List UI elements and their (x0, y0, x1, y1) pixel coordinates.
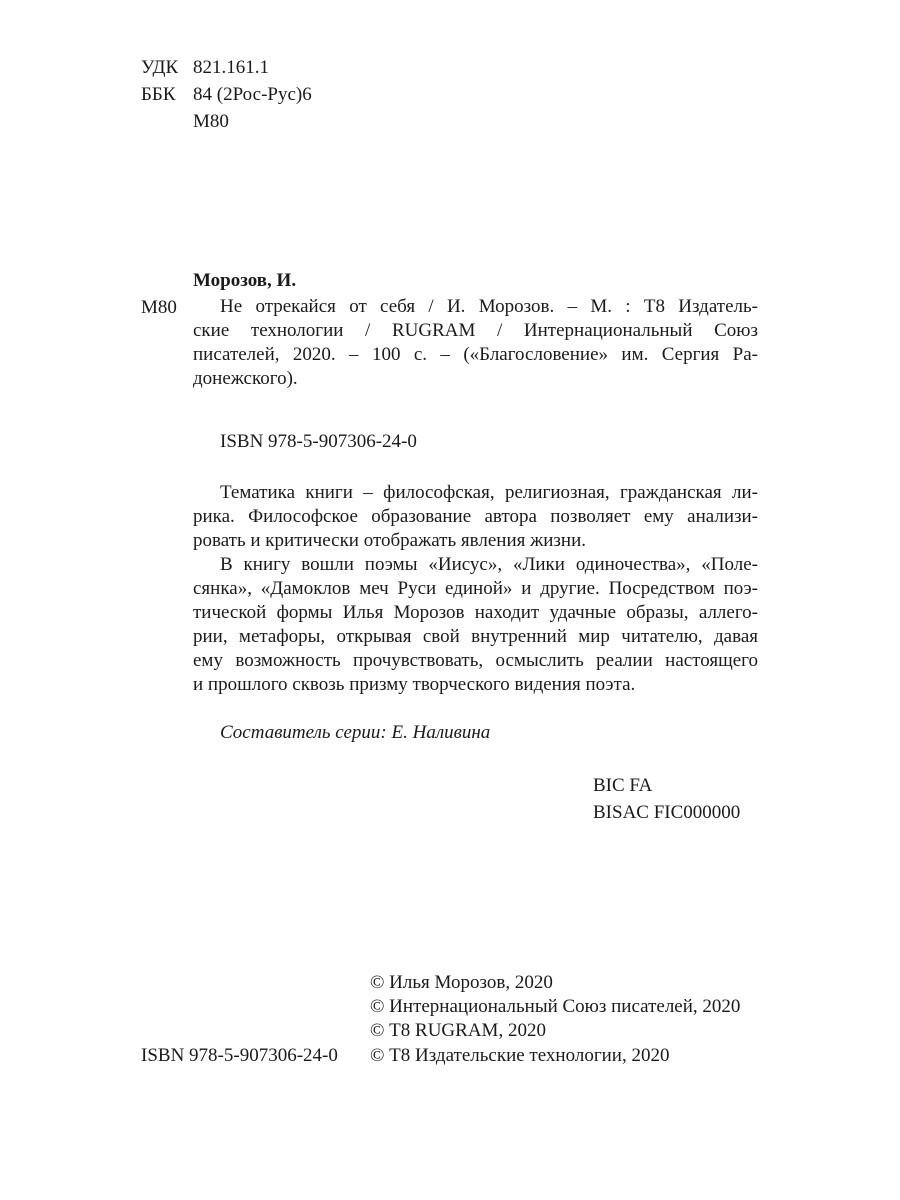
annotation-line: рии, метафоры, открывая свой внутренний мир читателю, давая (193, 626, 758, 647)
record-isbn: ISBN 978-5-907306-24-0 (220, 431, 417, 452)
annotation-line: и прошлого сквозь призму творческого видения поэта. (193, 674, 636, 695)
annotation-paragraph-2 (193, 553, 758, 697)
annotation-line: В книгу вошли поэмы «Иисус», «Лики одиночества», «Поле- (220, 554, 758, 575)
footer-isbn: ISBN 978-5-907306-24-0 (141, 1045, 338, 1066)
annotation-line: тической формы Илья Морозов находит удачные образы, аллего- (193, 602, 758, 623)
record-line: ские технологии / RUGRAM / Интернациональный Союз (193, 320, 758, 341)
annotation-line: сянка», «Дамоклов меч Руси единой» и другие. Посредством поэ- (193, 578, 758, 599)
annotation-line: Тематика книги – философская, религиозная, гражданская ли- (220, 482, 758, 503)
copyright-line: © Т8 RUGRAM, 2020 (370, 1020, 546, 1041)
record-line: донежского). (193, 368, 298, 389)
bbk-value: 84 (2Рос-Рус)6 (193, 84, 312, 105)
bic-code: BIC FA (593, 775, 653, 796)
copyright-line: © Т8 Издательские технологии, 2020 (370, 1045, 670, 1066)
author-mark-code: М80 (193, 111, 229, 132)
bisac-code: BISAC FIC000000 (593, 802, 741, 823)
author-heading: Морозов, И. (193, 270, 297, 291)
annotation-line: ему возможность прочувствовать, осмыслить реалии настоящего (193, 650, 758, 671)
annotation-line: рика. Философское образование автора позволяет ему анализи- (193, 506, 758, 527)
record-line: писателей, 2020. – 100 с. – («Благословение» им. Сергия Ра- (193, 344, 758, 365)
record-description (193, 295, 758, 391)
copyright-line: © Интернациональный Союз писателей, 2020 (370, 996, 741, 1017)
copyright-line: © Илья Морозов, 2020 (370, 972, 553, 993)
bbk-label: ББК (141, 84, 176, 105)
author-mark: М80 (141, 297, 177, 318)
udk-label: УДК (141, 57, 179, 78)
annotation-line: ровать и критически отображать явления жизни. (193, 530, 586, 551)
series-compiler: Составитель серии: Е. Наливина (220, 722, 491, 743)
annotation-paragraph-1 (193, 481, 758, 553)
record-line: Не отрекайся от себя / И. Морозов. – М. : Т8 Издатель- (220, 296, 758, 317)
udk-value: 821.161.1 (193, 57, 269, 78)
